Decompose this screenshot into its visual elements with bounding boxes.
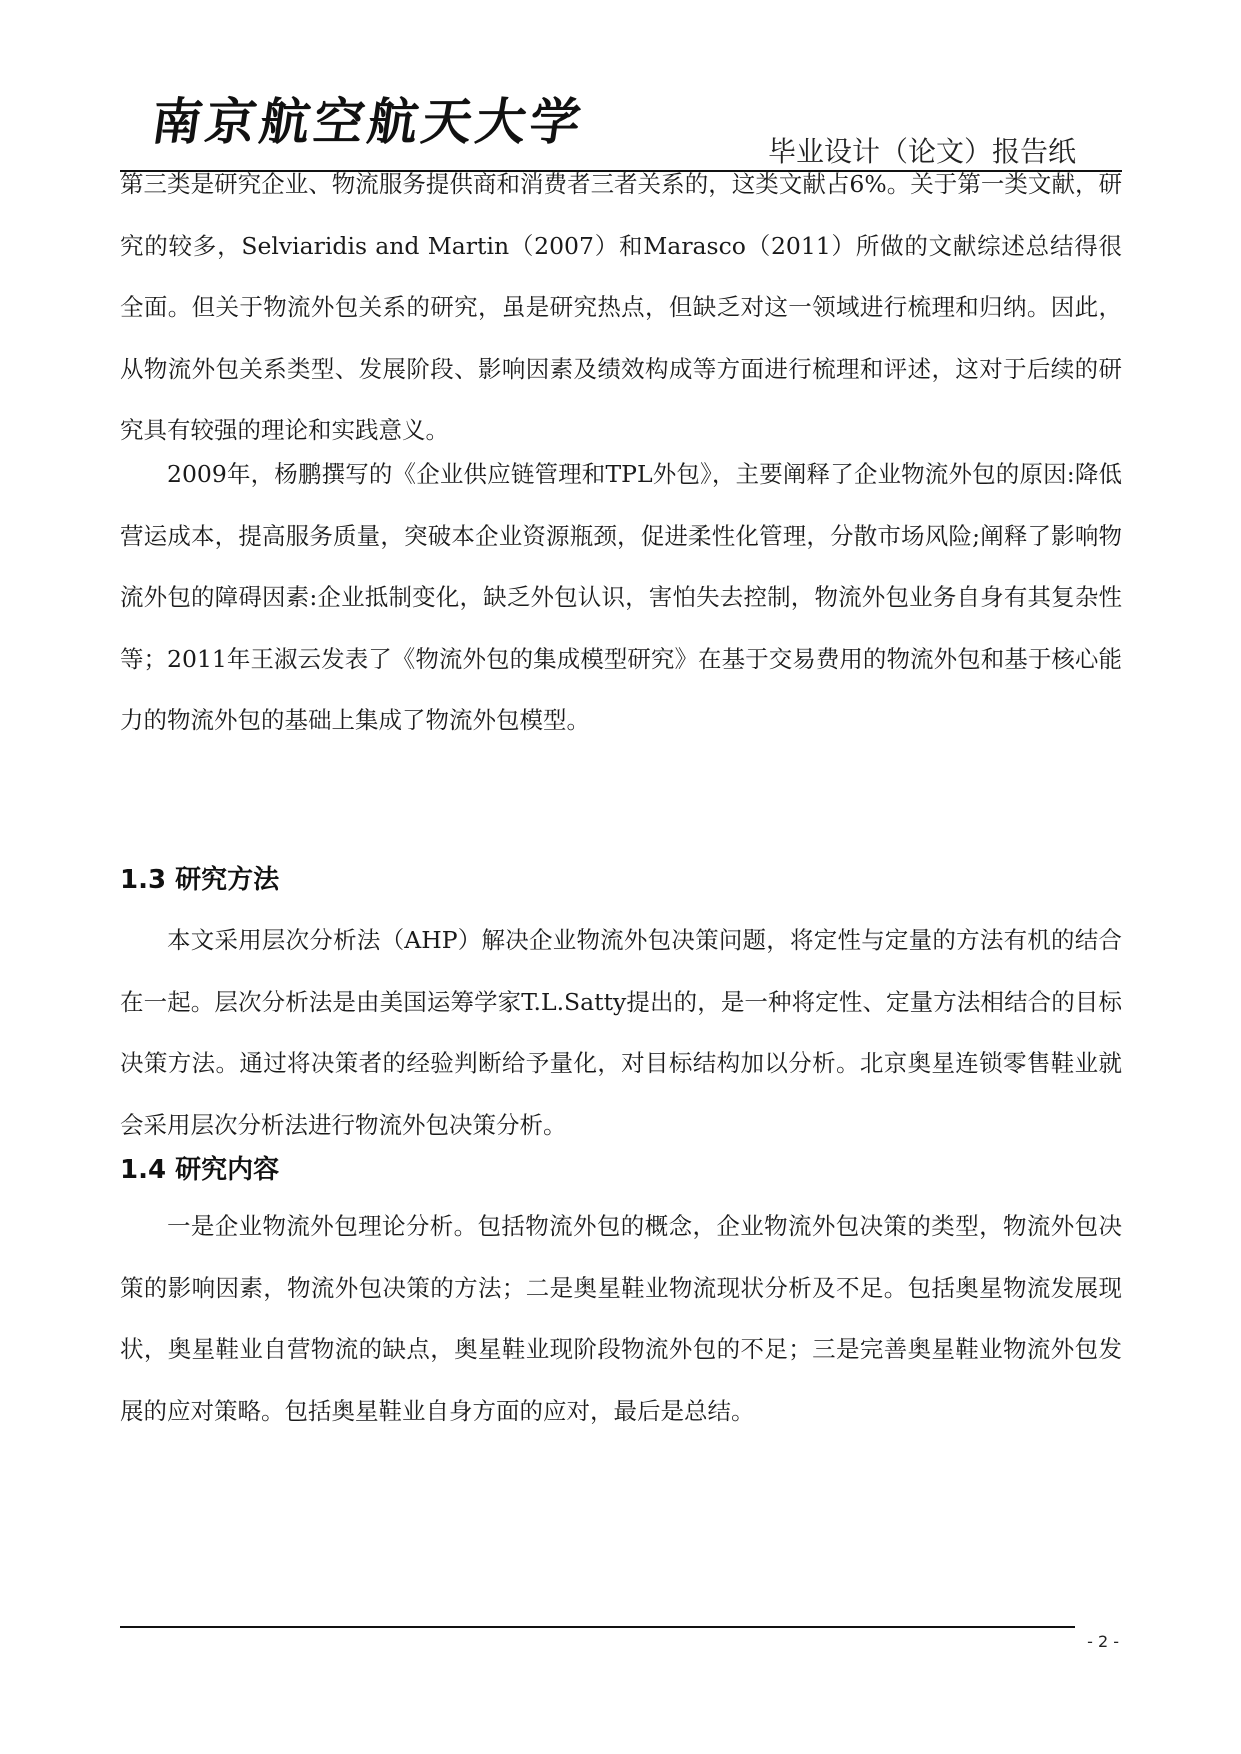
paragraph-research-method: 本文采用层次分析法（AHP）解决企业物流外包决策问题，将定性与定量的方法有机的结合在一起。层次分析法是由美国运筹学家T.L.Satty提出的，是一种将定性、定量方法相结合的目标决策方法。通过将决策者的经验判断给予量化，对目标结构加以分析。北京奥星连锁零售鞋业就会采用层次分析法进行物流外包决策分析。 (120, 926, 1122, 1139)
university-logo: 南京航空航天大学 (147, 92, 589, 151)
footer-divider (120, 1626, 1075, 1628)
section-heading-research-method: 1.3 研究方法 (120, 865, 280, 895)
paragraph-literature-categories: 第三类是研究企业、物流服务提供商和消费者三者关系的，这类文献占6%。关于第一类文献，研究的较多，Selviaridis and Martin（2007）和Marasco（2011）所做的文献综述总结得很全面。但关于物流外包关系的研究，虽是研究热点，但缺乏对这一领域进行梳理和归纳。因此，从物流外包关系类型、发展阶段、影响因素及绩效构成等方面进行梳理和评述，这对于后续的研究具有较强的理论和实践意义。 (120, 170, 1122, 444)
page-number: - 2 - (1087, 1632, 1119, 1651)
paragraph-prior-research: 2009年，杨鹏撰写的《企业供应链管理和TPL外包》，主要阐释了企业物流外包的原因:降低营运成本，提高服务质量，突破本企业资源瓶颈，促进柔性化管理，分散市场风险;阐释了影响物流外包的障碍因素:企业抵制变化，缺乏外包认识，害怕失去控制，物流外包业务自身有其复杂性等；2011年王淑云发表了《物流外包的集成模型研究》在基于交易费用的物流外包和基于核心能力的物流外包的基础上集成了物流外包模型。 (120, 460, 1122, 734)
document-type-label: 毕业设计（论文）报告纸 (767, 135, 1076, 168)
section-heading-research-content: 1.4 研究内容 (120, 1155, 280, 1185)
paragraph-research-content: 一是企业物流外包理论分析。包括物流外包的概念，企业物流外包决策的类型，物流外包决策的影响因素，物流外包决策的方法；二是奥星鞋业物流现状分析及不足。包括奥星物流发展现状，奥星鞋业自营物流的缺点，奥星鞋业现阶段物流外包的不足；三是完善奥星鞋业物流外包发展的应对策略。包括奥星鞋业自身方面的应对，最后是总结。 (120, 1212, 1122, 1425)
